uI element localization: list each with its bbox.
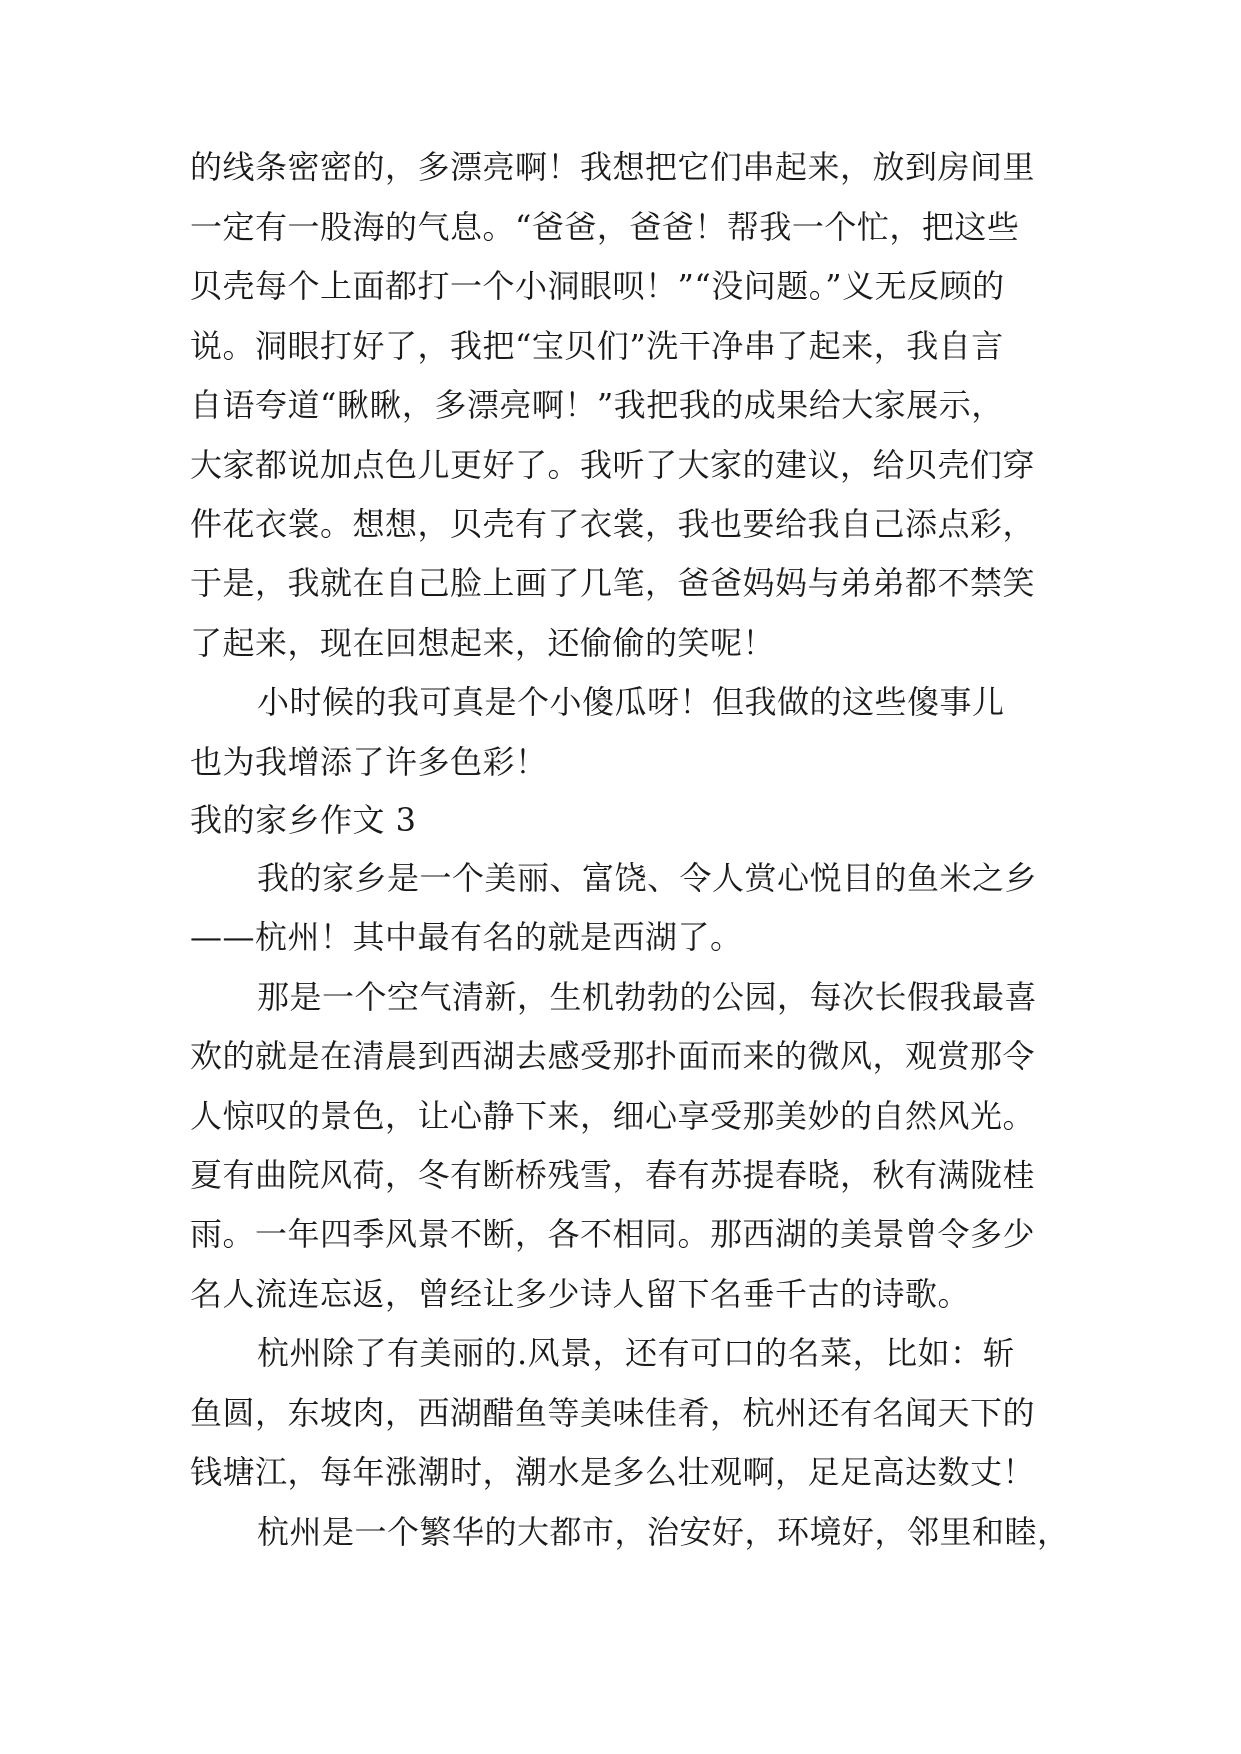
text-line: 欢的就是在清晨到西湖去感受那扑面而来的微风，观赏那令 <box>190 1037 1036 1075</box>
text-line: 鱼圆，东坡肉，西湖醋鱼等美味佳肴，杭州还有名闻天下的 <box>190 1394 1036 1432</box>
text-line: 了起来，现在回想起来，还偷偷的笑呢！ <box>190 624 776 662</box>
text-line: 的线条密密的，多漂亮啊！我想把它们串起来，放到房间里 <box>190 148 1036 186</box>
text-line: 说。洞眼打好了，我把“宝贝们”洗干净串了起来，我自言 <box>190 327 1004 365</box>
text-line: 杭州是一个繁华的大都市，治安好，环境好，邻里和睦， <box>257 1513 1070 1551</box>
text-line: 人惊叹的景色，让心静下来，细心享受那美妙的自然风光。 <box>190 1097 1036 1135</box>
text-line: 大家都说加点色儿更好了。我听了大家的建议，给贝壳们穿 <box>190 446 1036 484</box>
section-heading: 我的家乡作文 3 <box>190 801 417 839</box>
text-line: 件花衣裳。想想，贝壳有了衣裳，我也要给我自己添点彩， <box>190 505 1036 543</box>
text-line: 小时候的我可真是个小傻瓜呀！但我做的这些傻事儿 <box>257 683 1005 721</box>
text-line: 贝壳每个上面都打一个小洞眼呗！”“没问题。”义无反顾的 <box>190 267 1005 305</box>
text-line: 那是一个空气清新，生机勃勃的公园，每次长假我最喜 <box>257 978 1038 1016</box>
text-line: 雨。一年四季风景不断，各不相同。那西湖的美景曾令多少 <box>190 1215 1036 1253</box>
text-line: 杭州除了有美丽的.风景，还有可口的名菜，比如：斩 <box>257 1334 1016 1372</box>
text-line: 我的家乡是一个美丽、富饶、令人赏心悦目的鱼米之乡 <box>257 859 1038 897</box>
text-line: 名人流连忘返，曾经让多少诗人留下名垂千古的诗歌。 <box>190 1275 971 1313</box>
text-line: 自语夸道“瞅瞅，多漂亮啊！”我把我的成果给大家展示， <box>190 386 1004 424</box>
text-line: ——杭州！其中最有名的就是西湖了。 <box>190 918 743 956</box>
text-line: 夏有曲院风荷，冬有断桥残雪，春有苏提春晓，秋有满陇桂 <box>190 1156 1036 1194</box>
text-line: 也为我增添了许多色彩！ <box>190 743 548 781</box>
text-line: 于是，我就在自己脸上画了几笔，爸爸妈妈与弟弟都不禁笑 <box>190 564 1036 602</box>
text-line: 一定有一股海的气息。“爸爸，爸爸！帮我一个忙，把这些 <box>190 208 1020 246</box>
text-line: 钱塘江，每年涨潮时，潮水是多么壮观啊，足足高达数丈！ <box>190 1453 1036 1491</box>
